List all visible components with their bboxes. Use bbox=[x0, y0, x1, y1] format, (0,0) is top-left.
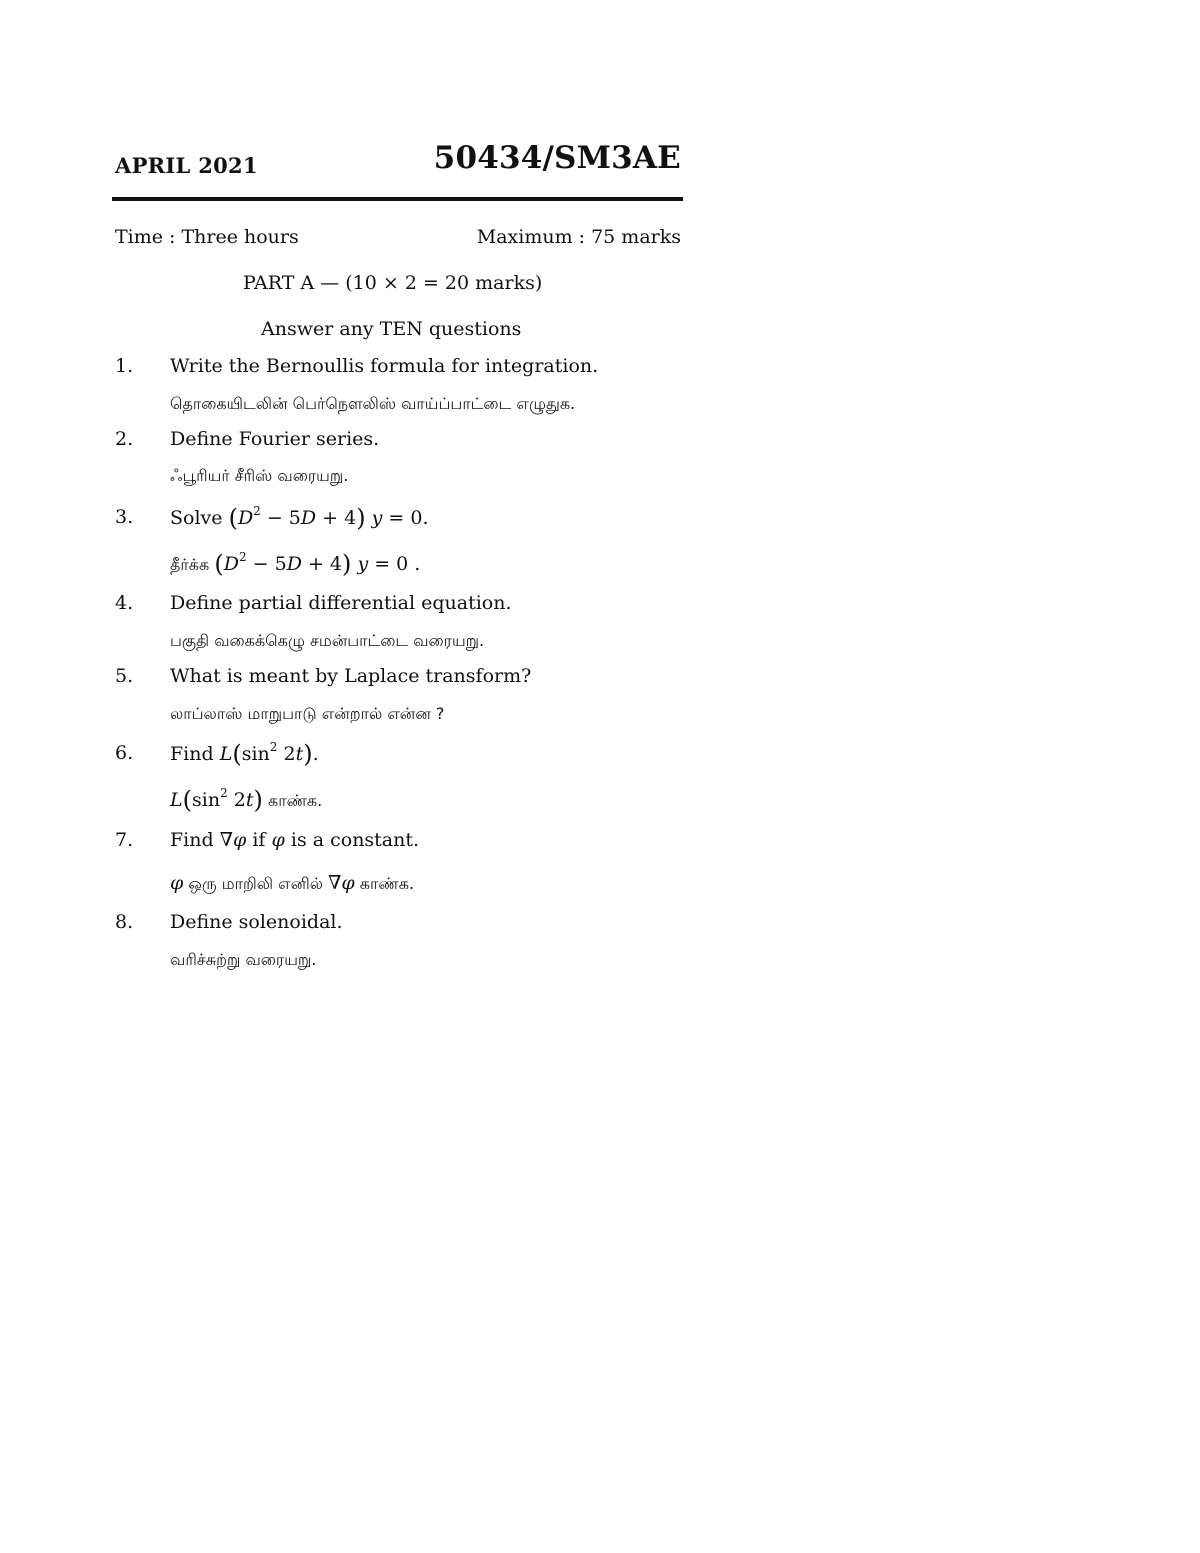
question-number: 6. bbox=[115, 742, 134, 764]
question-number: 1. bbox=[115, 355, 134, 377]
header-divider bbox=[112, 197, 683, 201]
question-text-tamil: ஃபூரியர் சீரிஸ் வரையறு. bbox=[170, 466, 349, 485]
question-text-english: Define solenoidal. bbox=[170, 911, 343, 933]
question-verb: Find bbox=[170, 743, 214, 765]
question-text-tamil: வரிச்சுற்று வரையறு. bbox=[170, 950, 317, 969]
question-number: 3. bbox=[115, 506, 134, 528]
equation: $(D^2 - 5D + 4) y = 0$ . bbox=[214, 550, 421, 578]
question-number: 5. bbox=[115, 665, 134, 687]
exam-meta bbox=[115, 226, 681, 252]
gradient-symbol: ∇φ bbox=[328, 872, 355, 894]
gradient-symbol: ∇φ bbox=[219, 829, 247, 851]
question-text-english: Find ∇φ if φ is a constant. bbox=[170, 829, 420, 851]
part-a-heading: PART A — (10 × 2 = 20 marks) bbox=[243, 272, 543, 294]
laplace-expression: $L(\sin^2$ 2t). bbox=[219, 740, 319, 768]
maximum-marks: Maximum : 75 marks bbox=[476, 226, 681, 248]
question-text-tamil: φ ஒரு மாறிலி எனில் ∇φ காண்க. bbox=[170, 872, 415, 894]
question-text-tamil: பகுதி வகைக்கெழு சமன்பாட்டை வரையறு. bbox=[170, 631, 485, 650]
question-number: 4. bbox=[115, 592, 134, 614]
question-number: 2. bbox=[115, 428, 134, 450]
question-verb: Solve bbox=[170, 507, 223, 529]
question-number: 7. bbox=[115, 829, 134, 851]
question-number: 8. bbox=[115, 911, 134, 933]
question-text-english: Define partial differential equation. bbox=[170, 592, 512, 614]
exam-date: APRIL 2021 bbox=[115, 153, 258, 178]
question-text-tamil: தொகையிடலின் பெர்நௌலிஸ் வாய்ப்பாட்டை எழுதுக. bbox=[170, 394, 576, 413]
question-verb-tamil: தீர்க்க bbox=[170, 555, 210, 574]
question-text-english bbox=[170, 504, 429, 532]
phi-symbol: φ bbox=[170, 872, 184, 894]
question-text-tamil bbox=[170, 786, 322, 814]
part-a-instruction: Answer any TEN questions bbox=[261, 318, 522, 340]
laplace-expression: $L(\sin^2$ 2t) bbox=[170, 786, 263, 814]
equation: $(D^2 - 5D + 4) y = 0$. bbox=[228, 504, 429, 532]
question-text-english bbox=[170, 740, 319, 768]
question-text-english: Write the Bernoullis formula for integration. bbox=[170, 355, 599, 377]
question-text-english: What is meant by Laplace transform? bbox=[170, 665, 532, 687]
exam-duration: Time : Three hours bbox=[115, 226, 299, 248]
question-verb-tamil: காண்க. bbox=[267, 791, 323, 810]
question-text-tamil: லாப்லாஸ் மாறுபாடு என்றால் என்ன ? bbox=[170, 704, 445, 723]
phi-symbol: φ bbox=[271, 829, 285, 851]
question-text-english: Define Fourier series. bbox=[170, 428, 380, 450]
question-text-tamil bbox=[170, 550, 420, 578]
paper-code: 50434/SM3AE bbox=[433, 140, 681, 176]
page-header bbox=[115, 140, 683, 192]
